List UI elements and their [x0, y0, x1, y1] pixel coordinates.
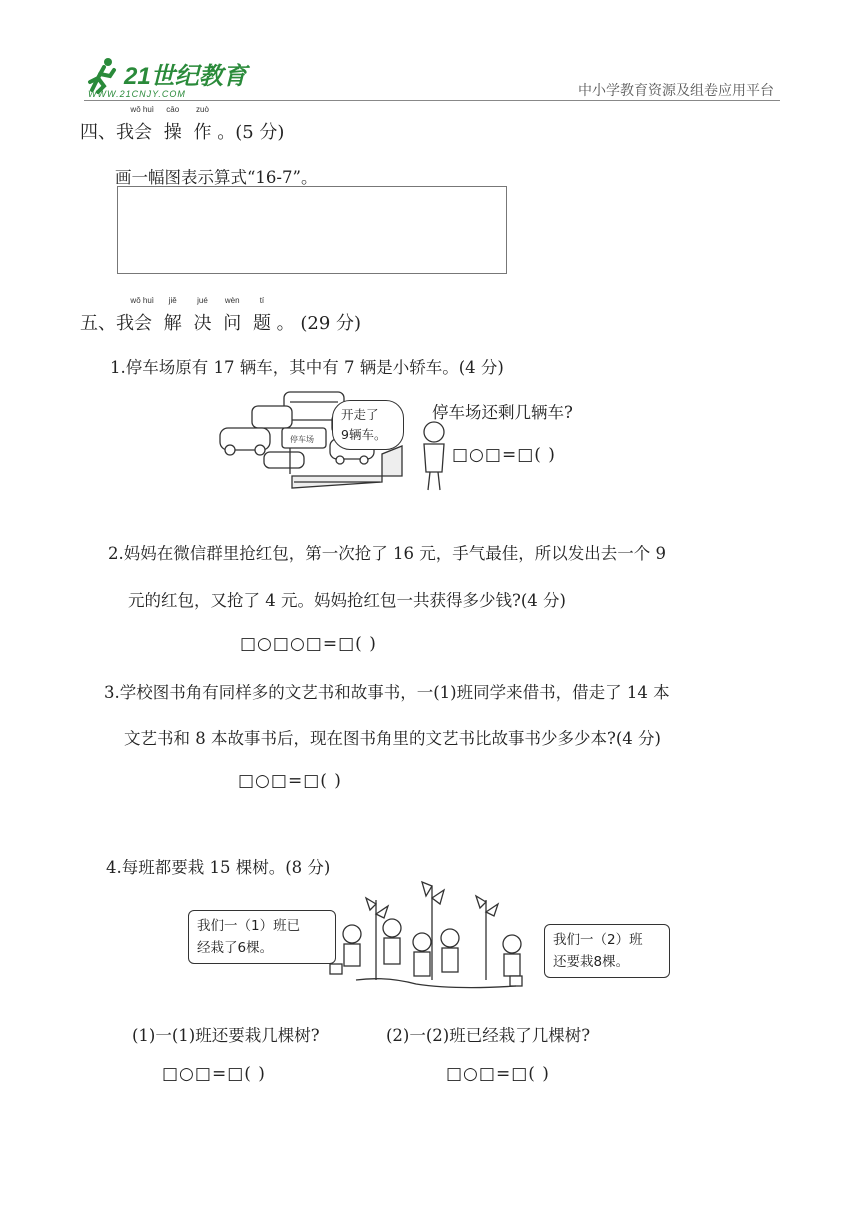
question-1: 1.停车场原有 17 辆车，其中有 7 辆是小轿车。(4 分)	[110, 358, 504, 377]
speech-bubble-class-2: 我们一（2）班 还要栽8棵。	[544, 924, 670, 978]
question-3-line-1: 3.学校图书角有同样多的文艺书和故事书，一(1)班同学来借书，借走了 14 本	[104, 683, 670, 702]
question-4-sub-2: (2)一(2)班已经栽了几棵树?	[386, 1026, 591, 1045]
section-4-title: 四、我会 wǒ huì 操 cāo 作 zuò 。(5 分)	[80, 105, 285, 143]
question-2-line-2: 元的红包，又抢了 4 元。妈妈抢红包一共获得多少钱?(4 分)	[128, 591, 566, 610]
answer-formula-q2[interactable]: □○□○□=□( )	[240, 634, 377, 654]
question-2-line-1: 2.妈妈在微信群里抢红包，第一次抢了 16 元，手气最佳，所以发出去一个 9	[108, 544, 666, 563]
tree-planting-illustration	[326, 880, 546, 998]
section-4-instruction: 画一幅图表示算式“16-7”。	[115, 168, 318, 187]
parking-sign: 停车场	[290, 435, 314, 444]
drawing-area[interactable]	[117, 186, 507, 274]
answer-formula-q4-2[interactable]: □○□=□( )	[446, 1064, 550, 1084]
question-3-line-2: 文艺书和 8 本故事书后，现在图书角里的文艺书比故事书少多少本?(4 分)	[124, 729, 661, 748]
section-5-title: 五、我会 wǒ huì 解 jiě 决 jué 问 wèn 题 tí 。 (29 分)	[80, 296, 362, 334]
question-4-sub-1: (1)一(1)班还要栽几棵树?	[132, 1026, 320, 1045]
question-1-prompt: 停车场还剩几辆车?	[432, 403, 573, 422]
answer-formula-q4-1[interactable]: □○□=□( )	[162, 1064, 266, 1084]
speech-bubble-class-1: 我们一（1）班已 经栽了6棵。	[188, 910, 336, 964]
speech-bubble-q1: 开走了 9辆车。	[332, 400, 404, 450]
logo	[84, 54, 254, 100]
logo-text: 21世纪教育	[124, 63, 247, 90]
pinyin: wǒ huì	[130, 105, 154, 114]
question-4: 4.每班都要栽 15 棵树。(8 分)	[106, 858, 331, 877]
parking-lot-illustration	[212, 384, 452, 494]
answer-formula-q3[interactable]: □○□=□( )	[238, 771, 342, 791]
answer-formula-q1[interactable]: □○□=□( )	[452, 445, 556, 465]
header-slogan: 中小学教育资源及组卷应用平台	[578, 83, 774, 99]
header-divider	[84, 100, 780, 101]
logo-url: WWW.21CNJY.COM	[88, 89, 186, 99]
